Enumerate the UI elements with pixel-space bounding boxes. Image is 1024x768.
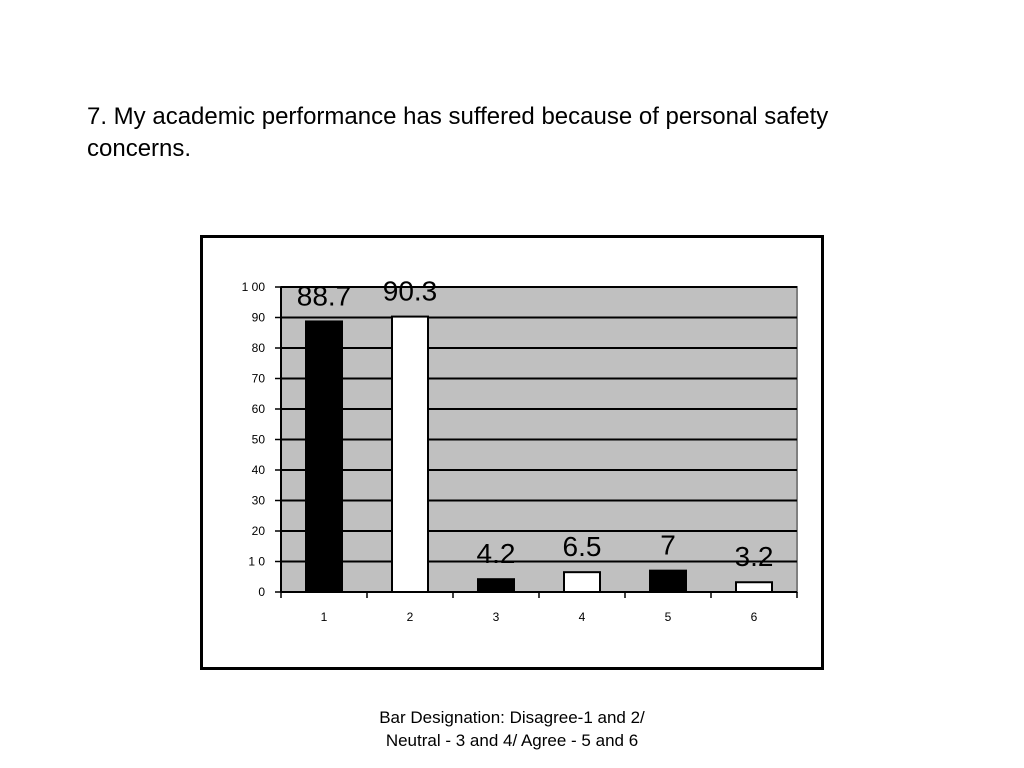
y-tick-label: 30 [251,493,265,508]
bar-1 [306,321,342,592]
y-tick-label: 40 [251,463,265,477]
y-tick-label: 1 00 [241,280,265,294]
data-label-4: 6.5 [562,531,602,563]
bar-6 [736,582,772,592]
bar-3 [478,579,514,592]
bar-chart [203,238,821,667]
data-label-3: 4.2 [476,538,516,570]
chart-frame [200,235,824,670]
x-tick-label: 6 [750,610,758,624]
data-label-1: 88.7 [296,280,352,312]
y-tick-label: 70 [251,371,265,386]
y-tick-label: 0 [258,585,265,599]
y-tick-label: 60 [251,402,265,416]
question-title: 7. My academic performance has suffered because of personal safety concerns. [87,103,829,162]
bar-5 [650,571,686,592]
x-tick-label: 5 [664,610,672,624]
bar-2 [392,317,428,592]
y-tick-label: 1 0 [248,554,265,569]
y-tick-label: 20 [251,524,265,538]
y-tick-label: 80 [251,341,265,355]
x-tick-label: 1 [320,610,328,624]
data-label-2: 90.3 [382,275,438,307]
data-label-6: 3.2 [734,541,774,573]
bar-4 [564,572,600,592]
bar-designation-caption: Bar Designation: Disagree-1 and 2/ Neutral - 3 and 4/ Agree - 5 and 6 [379,708,645,750]
x-tick-label: 3 [492,610,500,624]
y-tick-label: 90 [251,310,265,325]
x-tick-label: 2 [406,610,414,624]
x-tick-label: 4 [578,610,586,624]
data-label-5: 7 [660,529,676,561]
y-tick-label: 50 [251,432,265,447]
